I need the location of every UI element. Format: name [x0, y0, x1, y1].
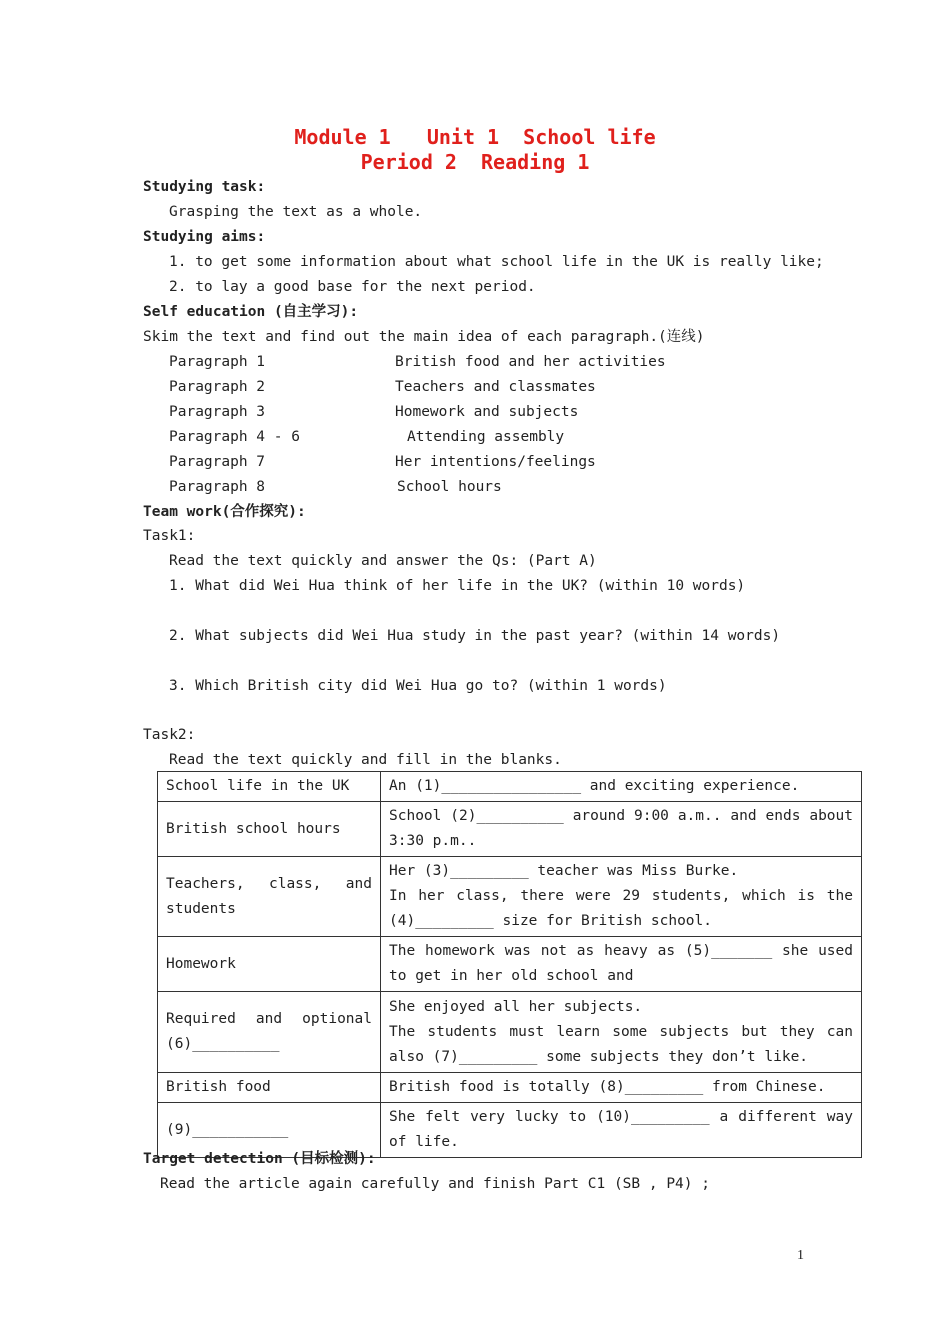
detail-cell: British food is totally (8)_________ from Chinese. — [381, 1073, 862, 1103]
team-work-heading: Team work(合作探究): — [143, 504, 306, 520]
main-idea: Teachers and classmates — [395, 379, 596, 395]
topic-cell: Required and optional (6)__________ — [158, 992, 381, 1073]
paragraph-label: Paragraph 4 - 6 — [169, 429, 300, 445]
target-detection-text: Read the article again carefully and finish Part C1 (SB , P4) ; — [160, 1176, 710, 1192]
table-row — [158, 992, 862, 1073]
studying-aims-heading: Studying aims: — [143, 229, 266, 245]
fill-in-table — [157, 771, 862, 1158]
main-idea: Attending assembly — [407, 429, 565, 445]
detail-cell: She enjoyed all her subjects. The students must learn some subjects but they can also (7)_________ some subjects they don’t like. — [381, 992, 862, 1073]
table-row — [158, 857, 862, 937]
task2-label: Task2: — [143, 727, 196, 743]
topic-cell: British school hours — [158, 802, 381, 857]
table-row — [158, 802, 862, 857]
main-idea: Homework and subjects — [395, 404, 579, 420]
detail-cell: The homework was not as heavy as (5)_______ she used to get in her old school and — [381, 937, 862, 992]
table-row — [158, 937, 862, 992]
question: 2. What subjects did Wei Hua study in the past year? (within 14 words) — [169, 628, 781, 644]
task2-instruction: Read the text quickly and fill in the blanks. — [169, 752, 562, 768]
target-detection-heading: Target detection (目标检测): — [143, 1151, 376, 1167]
title-line-2: Period 2 Reading 1 — [360, 150, 590, 174]
question: 3. Which British city did Wei Hua go to? (within 1 words) — [169, 678, 667, 694]
paragraph-label: Paragraph 3 — [169, 404, 266, 420]
task1-label: Task1: — [143, 528, 196, 544]
page-number: 1 — [797, 1248, 804, 1263]
aim-item: 1. to get some information about what school life in the UK is really like; — [169, 254, 824, 270]
detail-cell: An (1)________________ and exciting experience. — [381, 772, 862, 802]
topic-cell: (9)___________ — [158, 1103, 381, 1158]
self-education-heading: Self education (自主学习): — [143, 304, 359, 320]
paragraph-label: Paragraph 2 — [169, 379, 266, 395]
detail-cell: School (2)__________ around 9:00 a.m.. and ends about 3:30 p.m.. — [381, 802, 862, 857]
title-line-1: Module 1 Unit 1 School life — [294, 125, 656, 149]
aim-item: 2. to lay a good base for the next period. — [169, 279, 536, 295]
task1-instruction: Read the text quickly and answer the Qs: (Part A) — [169, 553, 597, 569]
table-row — [158, 1073, 862, 1103]
topic-cell: British food — [158, 1073, 381, 1103]
main-idea: British food and her activities — [395, 354, 666, 370]
detail-cell: She felt very lucky to (10)_________ a different way of life. — [381, 1103, 862, 1158]
paragraph-label: Paragraph 1 — [169, 354, 266, 370]
question: 1. What did Wei Hua think of her life in the UK? (within 10 words) — [169, 578, 746, 594]
self-education-instruction: Skim the text and find out the main idea of each paragraph.(连线) — [143, 329, 705, 345]
topic-cell: Homework — [158, 937, 381, 992]
studying-task-text: Grasping the text as a whole. — [169, 204, 423, 220]
topic-cell: Teachers, class, and students — [158, 857, 381, 937]
paragraph-label: Paragraph 7 — [169, 454, 266, 470]
studying-task-heading: Studying task: — [143, 179, 266, 195]
paragraph-label: Paragraph 8 — [169, 479, 266, 495]
main-idea: School hours — [397, 479, 502, 495]
topic-cell: School life in the UK — [158, 772, 381, 802]
table-row — [158, 772, 862, 802]
detail-cell: Her (3)_________ teacher was Miss Burke. In her class, there were 29 students, which is the (4)_________ size for British school. — [381, 857, 862, 937]
main-idea: Her intentions/feelings — [395, 454, 596, 470]
